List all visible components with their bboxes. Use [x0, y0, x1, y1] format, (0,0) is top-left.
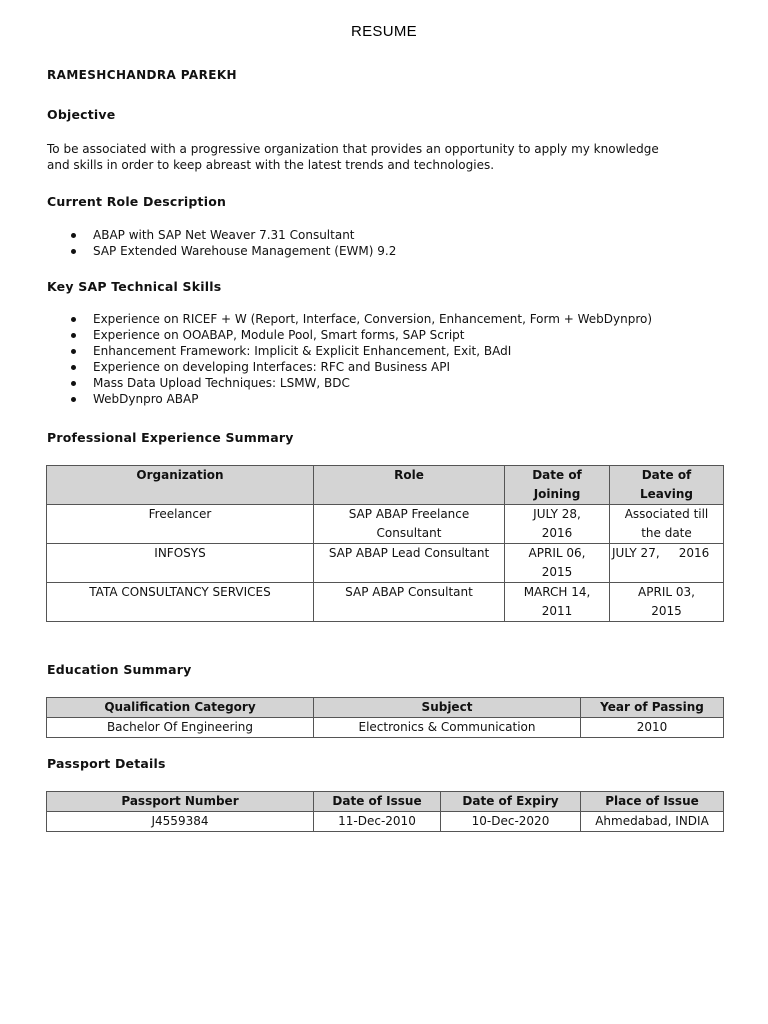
- table-header-row: [47, 466, 724, 505]
- cell-date-of-expiry: 10-Dec-2020: [441, 812, 581, 832]
- education-table: [46, 697, 724, 738]
- document-title: RESUME: [351, 23, 417, 40]
- table-header-row: [47, 792, 724, 812]
- header-place-of-issue: Place of Issue: [581, 792, 724, 812]
- list-item: Experience on RICEF + W (Report, Interface, Conversion, Enhancement, Form + WebDynpro): [47, 311, 652, 327]
- cell-organization: TATA CONSULTANCY SERVICES: [47, 583, 314, 622]
- cell-joining: APRIL 06, 2015: [505, 544, 610, 583]
- objective-line-2: and skills in order to keep abreast with the latest trends and technologies.: [47, 158, 495, 172]
- skills-heading: Key SAP Technical Skills: [47, 279, 222, 294]
- cell-date-of-issue: 11-Dec-2010: [314, 812, 441, 832]
- cell-leaving: JULY 27, 2016: [610, 544, 724, 583]
- table-header-row: [47, 698, 724, 718]
- cell-subject: Electronics & Communication: [314, 718, 581, 738]
- list-item: SAP Extended Warehouse Management (EWM) 9.2: [47, 243, 396, 259]
- list-item: WebDynpro ABAP: [47, 391, 652, 407]
- cell-organization: Freelancer: [47, 505, 314, 544]
- list-item: Mass Data Upload Techniques: LSMW, BDC: [47, 375, 652, 391]
- table-row: [47, 505, 724, 544]
- list-item: Enhancement Framework: Implicit & Explicit Enhancement, Exit, BAdI: [47, 343, 652, 359]
- experience-heading: Professional Experience Summary: [47, 430, 294, 445]
- cell-role: SAP ABAP Lead Consultant: [314, 544, 505, 583]
- header-passport-number: Passport Number: [47, 792, 314, 812]
- candidate-name: RAMESHCHANDRA PAREKH: [47, 68, 237, 82]
- objective-text: [47, 141, 727, 173]
- table-row: [47, 544, 724, 583]
- skills-list: [47, 311, 652, 407]
- list-item: Experience on developing Interfaces: RFC and Business API: [47, 359, 652, 375]
- header-subject: Subject: [314, 698, 581, 718]
- experience-table: [46, 465, 724, 622]
- education-heading: Education Summary: [47, 662, 192, 677]
- cell-leaving: Associated till the date: [610, 505, 724, 544]
- header-qualification: Qualification Category: [47, 698, 314, 718]
- table-row: [47, 812, 724, 832]
- header-role: Role: [314, 466, 505, 505]
- cell-passport-number: J4559384: [47, 812, 314, 832]
- list-item: Experience on OOABAP, Module Pool, Smart forms, SAP Script: [47, 327, 652, 343]
- cell-role: SAP ABAP Consultant: [314, 583, 505, 622]
- current-role-heading: Current Role Description: [47, 194, 227, 209]
- cell-leaving: APRIL 03, 2015: [610, 583, 724, 622]
- cell-role: SAP ABAP Freelance Consultant: [314, 505, 505, 544]
- header-date-of-issue: Date of Issue: [314, 792, 441, 812]
- objective-line-1: To be associated with a progressive organization that provides an opportunity to apply my knowledge: [47, 142, 659, 156]
- header-date-of-leaving: Date of Leaving: [610, 466, 724, 505]
- objective-heading: Objective: [47, 107, 116, 122]
- header-date-of-expiry: Date of Expiry: [441, 792, 581, 812]
- current-role-list: [47, 227, 396, 259]
- cell-qualification: Bachelor Of Engineering: [47, 718, 314, 738]
- passport-heading: Passport Details: [47, 756, 166, 771]
- cell-year: 2010: [581, 718, 724, 738]
- table-row: [47, 583, 724, 622]
- header-organization: Organization: [47, 466, 314, 505]
- header-date-of-joining: Date of Joining: [505, 466, 610, 505]
- header-year-of-passing: Year of Passing: [581, 698, 724, 718]
- cell-joining: JULY 28, 2016: [505, 505, 610, 544]
- passport-table: [46, 791, 724, 832]
- cell-joining: MARCH 14, 2011: [505, 583, 610, 622]
- cell-organization: INFOSYS: [47, 544, 314, 583]
- list-item: ABAP with SAP Net Weaver 7.31 Consultant: [47, 227, 396, 243]
- table-row: [47, 718, 724, 738]
- cell-place-of-issue: Ahmedabad, INDIA: [581, 812, 724, 832]
